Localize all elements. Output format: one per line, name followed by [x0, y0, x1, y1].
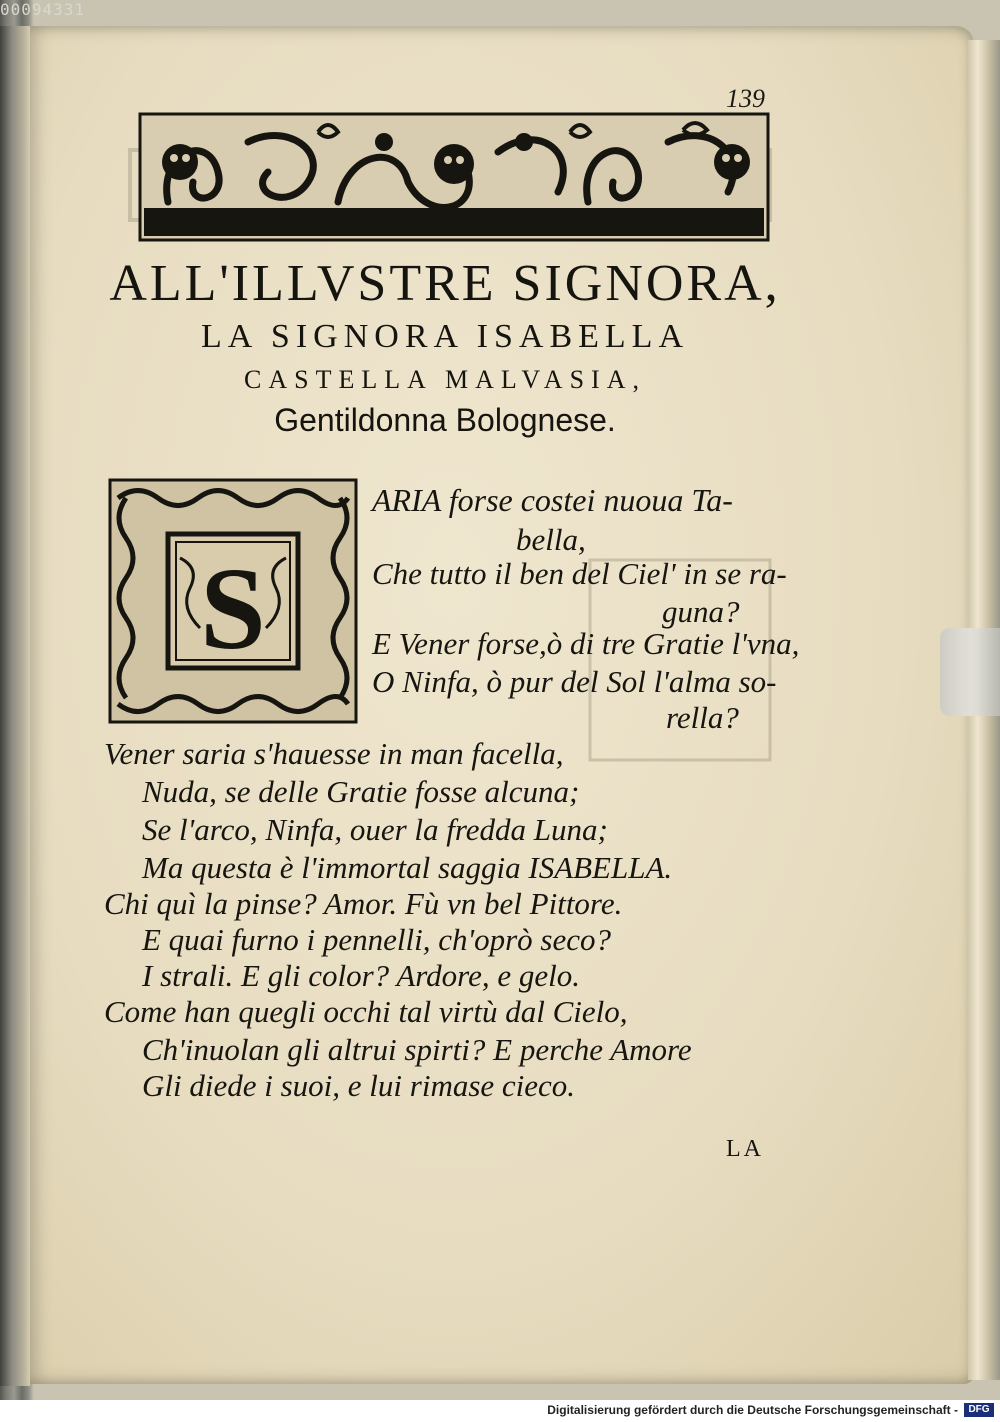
verse-line: Se l'arco, Ninfa, ouer la fredda Luna; [142, 812, 608, 847]
verse-line: Come han quegli occhi tal virtù dal Cielo, [104, 994, 628, 1029]
page-clip [940, 628, 1000, 716]
funding-notice: Digitalisierung gefördert durch die Deutsche Forschungsgemeinschaft - [547, 1403, 958, 1417]
verse-line: rella? [666, 700, 739, 735]
scan-id: 00094331 [0, 0, 86, 19]
title-line-2: LA SIGNORA ISABELLA [200, 318, 690, 355]
catchword: LA [726, 1136, 764, 1162]
verse-line: Nuda, se delle Gratie fosse alcuna; [142, 774, 580, 809]
verse-line: E quai furno i pennelli, ch'oprò seco? [142, 922, 611, 957]
verse-line: I strali. E gli color? Ardore, e gelo. [142, 958, 580, 993]
verse-line: O Ninfa, ò pur del Sol l'alma so- [372, 664, 777, 699]
title-line-4: Gentildonna Bolognese. [274, 402, 616, 438]
initial-letter: S [200, 543, 266, 674]
decorated-initial [108, 478, 358, 724]
ornamental-headpiece [138, 112, 770, 242]
book-gutter [0, 26, 30, 1386]
verse-line: ARIA forse costei nuoua Ta- [372, 482, 733, 518]
title-line-1: ALL'ILLVSTRE SIGNORA, [109, 255, 781, 312]
verse-line: Chi quì la pinse? Amor. Fù vn bel Pittore. [104, 886, 623, 921]
verse-line: Ma questa è l'immortal saggia ISABELLA. [142, 850, 673, 885]
verse-line: guna? [662, 594, 740, 629]
verse-line: Ch'inuolan gli altrui spirti? E perche Amore [142, 1032, 692, 1067]
title-line-3: CASTELLA MALVASIA, [244, 365, 646, 394]
verse-line: E Vener forse,ò di tre Gratie l'vna, [372, 626, 800, 661]
verse-line: bella, [516, 522, 586, 557]
verse-line: Vener saria s'hauesse in man facella, [104, 736, 564, 771]
verse-line: Che tutto il ben del Ciel' in se ra- [372, 556, 787, 591]
page-number: 139 [726, 84, 765, 113]
dfg-logo: DFG [964, 1403, 994, 1417]
verse-line: Gli diede i suoi, e lui rimase cieco. [142, 1068, 576, 1103]
footer-bar [0, 1400, 1000, 1422]
